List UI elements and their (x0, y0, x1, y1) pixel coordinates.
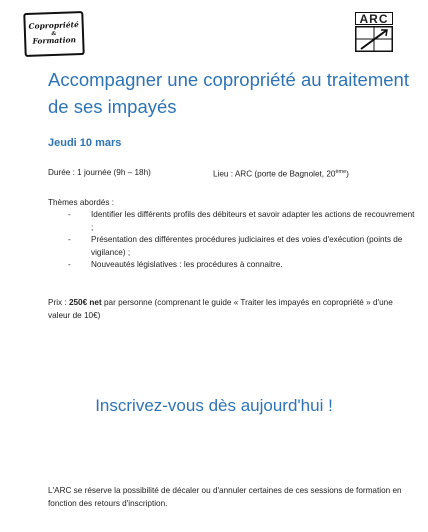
logo-line-2: & (51, 30, 57, 37)
session-date: Jeudi 10 mars (48, 137, 122, 149)
price-suffix: par personne (comprenant le guide « Traiter les impayés en copropriété » d'une valeur de 10€) (48, 298, 393, 320)
theme-text: Présentation des différentes procédures judiciaires et des voies d'exécution (points de vigilance) ; (91, 235, 403, 257)
arc-logo-emblem-icon (355, 26, 393, 52)
logo-line-3: Formation (32, 35, 77, 46)
location-end: ) (346, 169, 349, 179)
themes-heading: Thèmes abordés : (48, 198, 114, 207)
theme-text: Identifier les différents profils des débiteurs et savoir adapter les actions de recouvrement ; (91, 210, 415, 232)
themes-list (48, 209, 418, 272)
price-prefix: Prix : (48, 298, 69, 307)
footer-note: L'ARC se réserve la possibilité de décaler ou d'annuler certaines de ces sessions de formation en fonction des retours d'inscription. (48, 486, 402, 508)
price-text (48, 296, 398, 322)
arc-logo (355, 12, 393, 52)
price-amount: 250€ net (68, 298, 102, 307)
list-item: - Identifier les différents profils des débiteurs et savoir adapter les actions de recouvrement ; (68, 210, 415, 232)
copropriete-formation-logo (23, 11, 84, 57)
location-text (213, 166, 349, 181)
arc-logo-text: ARC (355, 12, 393, 25)
page-title: Accompagner une copropriété au traitement de ses impayés (48, 69, 409, 117)
duration-text: Durée : 1 journée (9h – 18h) (48, 168, 151, 177)
list-item: - Présentation des différentes procédures judiciaires et des voies d'exécution (points de vigilance) ; (68, 235, 403, 257)
call-to-action: Inscrivez-vous dès aujourd'hui ! (95, 396, 333, 415)
location-label: Lieu : ARC (porte de Bagnolet, 20 (213, 169, 336, 179)
location-superscript: ème (335, 169, 347, 175)
theme-text: Nouveautés législatives : les procédures à connaitre. (91, 260, 283, 269)
logo-line-1: Copropriété (28, 20, 79, 32)
list-item: - Nouveautés législatives : les procédures à connaitre. (68, 260, 283, 269)
